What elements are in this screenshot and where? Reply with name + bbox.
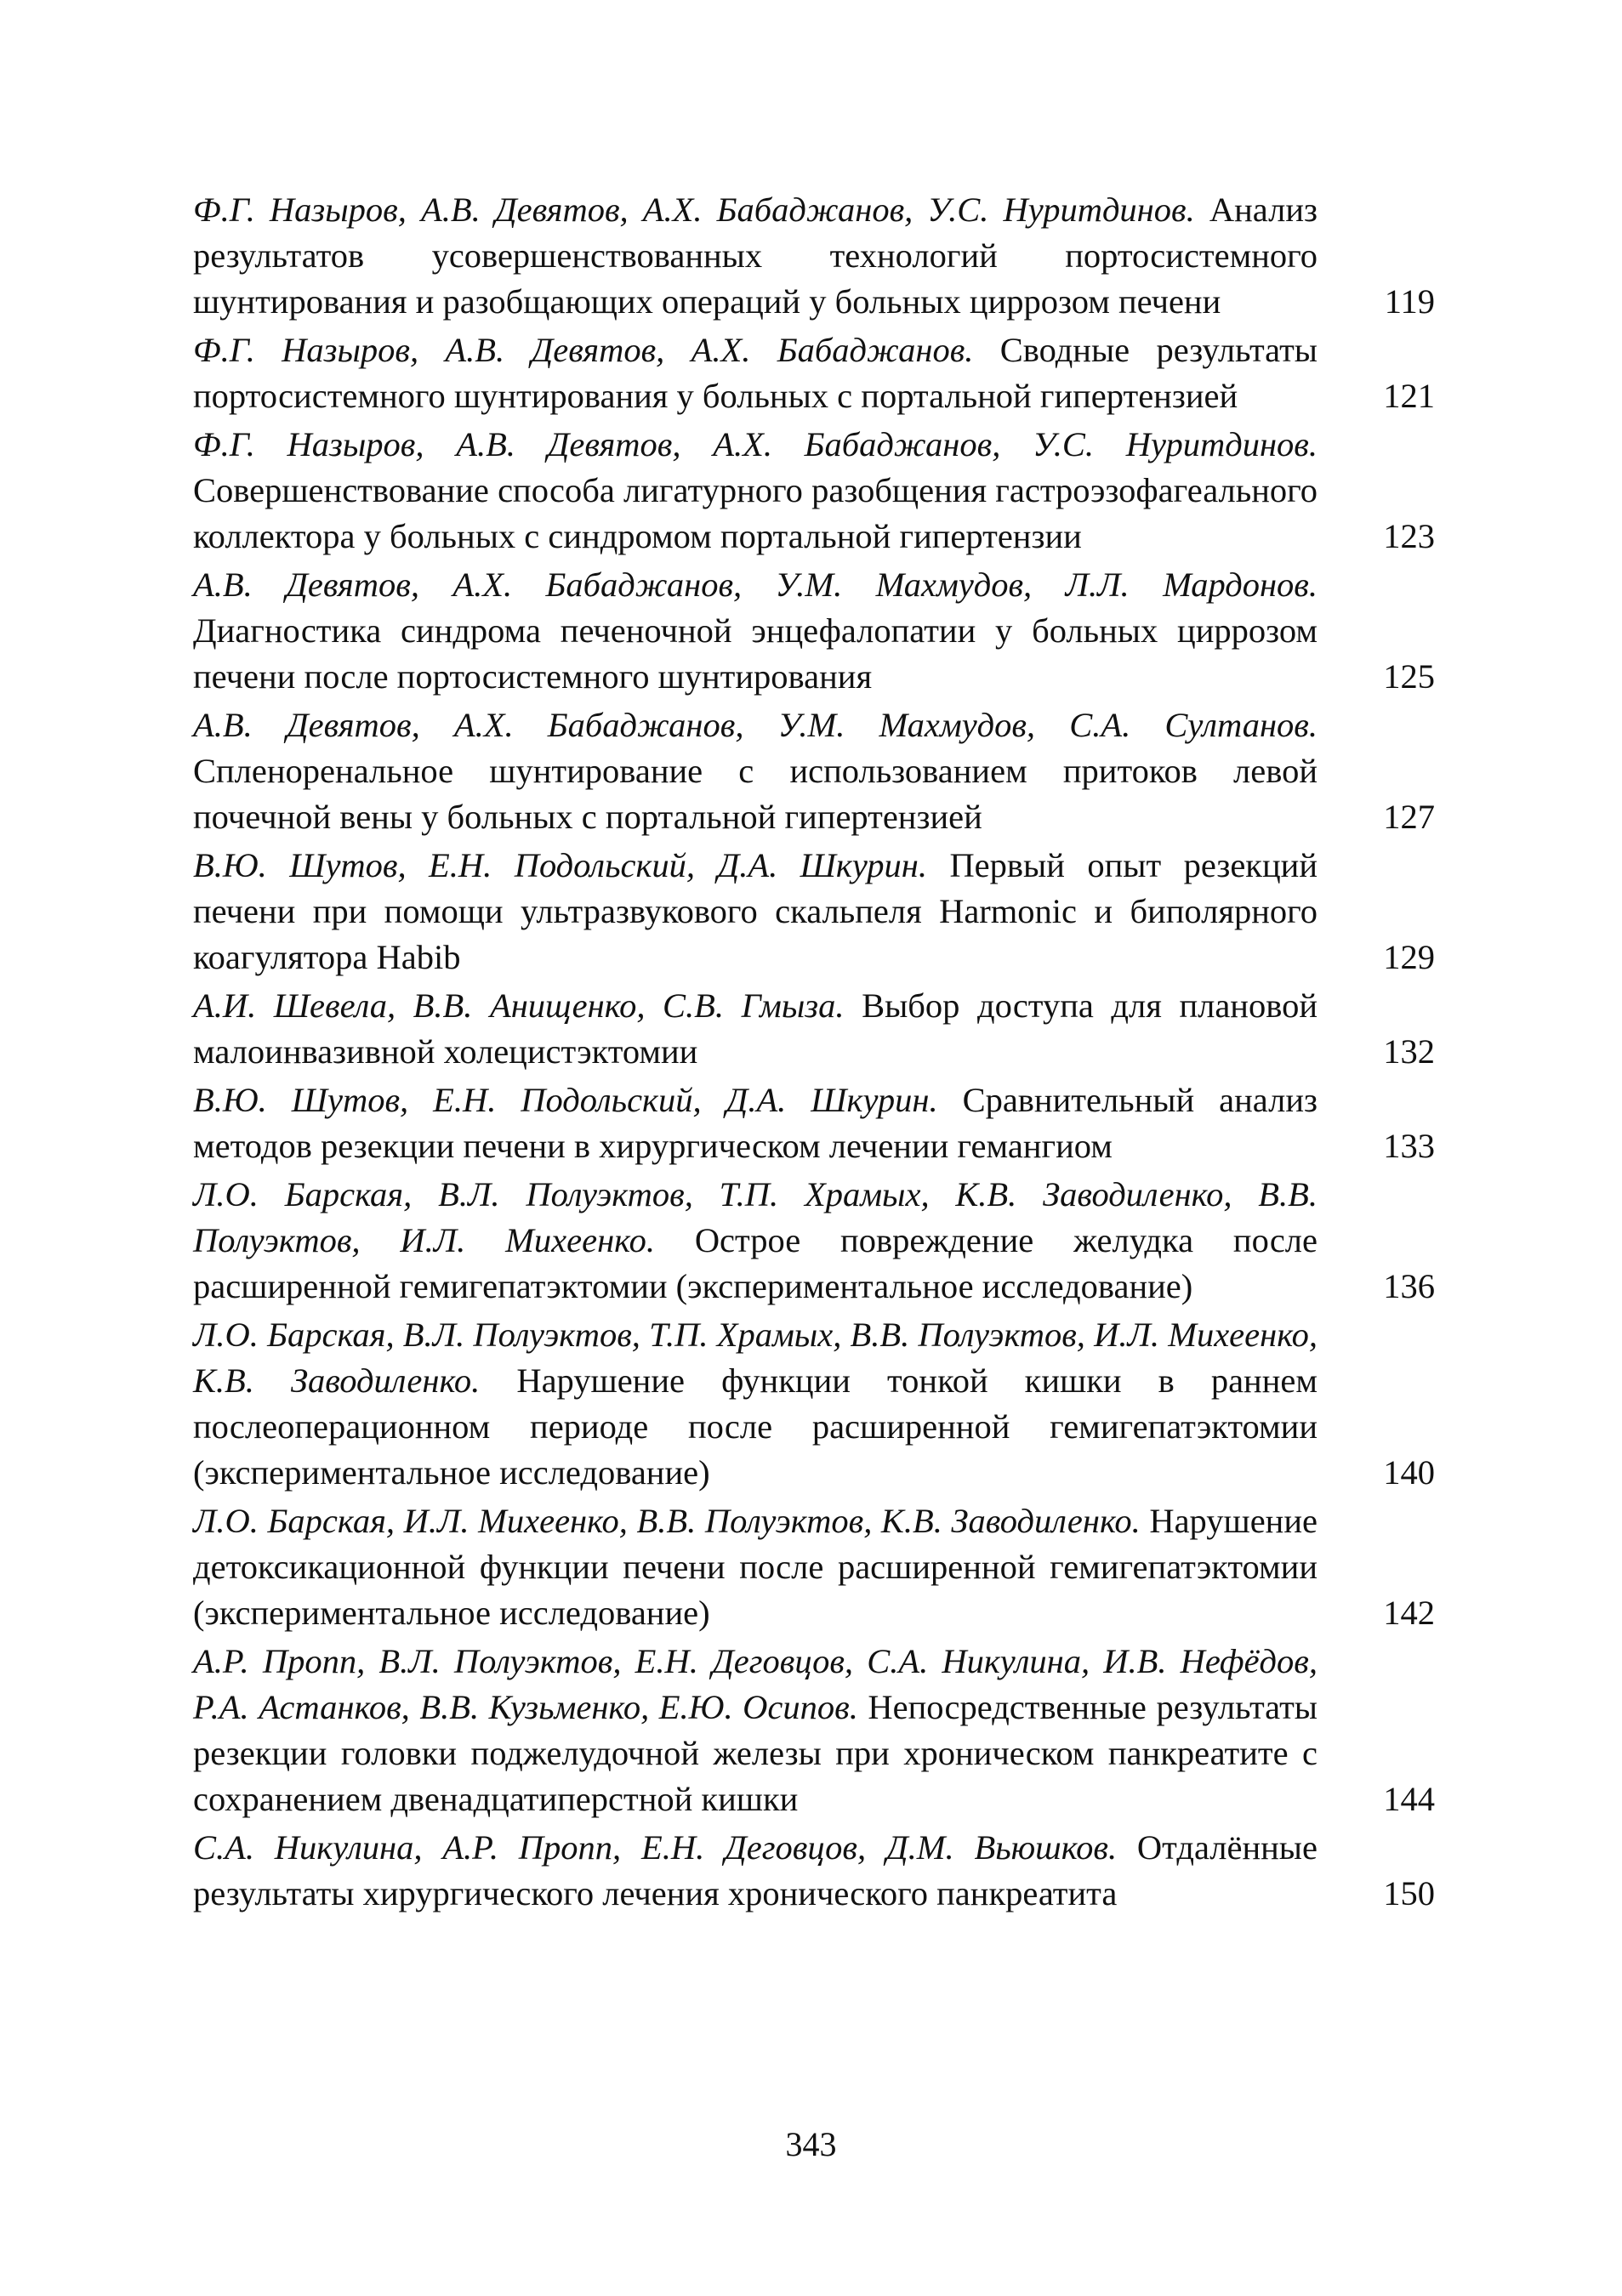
toc-entry <box>193 562 1435 700</box>
toc-entry-page: 129 <box>1383 938 1435 976</box>
toc-entry-authors: Л.О. Барская, В.Л. Полуэктов, Т.П. Храмых, К.В. Заводиленко, В.В. Полуэктов, И.Л. Михеенко. <box>193 1175 1318 1259</box>
toc-entry-text <box>193 1825 1318 1917</box>
toc-entry-text <box>193 327 1318 419</box>
toc-entry <box>193 1312 1435 1496</box>
toc-entry-page: 132 <box>1383 1032 1435 1071</box>
toc-entry-page: 123 <box>1383 517 1435 555</box>
toc-entry-text <box>193 702 1318 840</box>
toc-entry-authors: Ф.Г. Назыров, А.В. Девятов, А.Х. Бабаджанов, У.С. Нуритдинов. <box>193 425 1318 463</box>
toc-entry <box>193 1825 1435 1917</box>
toc-entry-page: 125 <box>1383 657 1435 696</box>
toc-entry <box>193 1639 1435 1822</box>
toc-entry <box>193 702 1435 840</box>
toc-entry-text <box>193 187 1318 325</box>
toc-entry-authors: А.И. Шевела, В.В. Анищенко, С.В. Гмыза. <box>193 986 845 1025</box>
toc-entry-title: Сводные результаты портосистемного шунтирования у больных с портальной гипертензией <box>193 331 1318 415</box>
toc-entry-title: Отдалённые результаты хирургического лечения хронического панкреатита <box>193 1828 1318 1912</box>
toc-entry <box>193 327 1435 419</box>
toc-entry <box>193 843 1435 980</box>
toc-entry-page: 142 <box>1383 1594 1435 1632</box>
toc-entry-text <box>193 1172 1318 1310</box>
toc-entry-page: 144 <box>1383 1780 1435 1818</box>
toc-entry-text <box>193 843 1318 980</box>
toc-entry-authors: Л.О. Барская, И.Л. Михеенко, В.В. Полуэктов, К.В. Заводиленко. <box>193 1502 1141 1540</box>
toc-entry-text <box>193 1077 1318 1169</box>
toc-entry-title: Нарушение функции тонкой кишки в раннем послеоперационном периоде после расширенной гемигепатэктомии (экспериментальное исследование) <box>193 1361 1318 1492</box>
toc-entry-authors: А.В. Девятов, А.Х. Бабаджанов, У.М. Махмудов, Л.Л. Мардонов. <box>193 565 1318 604</box>
toc-entry <box>193 422 1435 560</box>
toc-entry-authors: А.Р. Пропп, В.Л. Полуэктов, Е.Н. Деговцов, С.А. Никулина, И.В. Нефёдов, Р.А. Астанков, В.В. Кузьменко, Е.Ю. Осипов. <box>193 1642 1318 1726</box>
toc-entry-authors: В.Ю. Шутов, Е.Н. Подольский, Д.А. Шкурин. <box>193 1081 938 1119</box>
toc-entry-title: Непосредственные результаты резекции головки поджелудочной железы при хроническом панкреатите с сохранением двенадцатиперстной кишки <box>193 1688 1318 1818</box>
toc-entry-text <box>193 1498 1318 1636</box>
toc-entry-text <box>193 422 1318 560</box>
toc-entry-page: 150 <box>1383 1874 1435 1912</box>
toc-entry <box>193 187 1435 325</box>
toc-entry <box>193 1172 1435 1310</box>
toc-entry-authors: Ф.Г. Назыров, А.В. Девятов, А.Х. Бабаджанов, У.С. Нуритдинов. <box>193 190 1195 229</box>
toc-entry-page: 127 <box>1383 798 1435 836</box>
toc-entry-text <box>193 562 1318 700</box>
toc-entry-text <box>193 983 1318 1075</box>
table-of-contents <box>193 187 1435 1919</box>
toc-entry-page: 140 <box>1383 1453 1435 1492</box>
toc-entry-page: 119 <box>1384 282 1435 321</box>
toc-entry-authors: Ф.Г. Назыров, А.В. Девятов, А.Х. Бабаджанов. <box>193 331 974 369</box>
toc-entry-title: Сравнительный анализ методов резекции печени в хирургическом лечении гемангиом <box>193 1081 1318 1165</box>
toc-entry-title: Острое повреждение желудка после расширенной гемигепатэктомии (экспериментальное исследование) <box>193 1221 1318 1305</box>
toc-entry-title: Первый опыт резекций печени при помощи ультразвукового скальпеля Harmonic и биполярного коагулятора Habib <box>193 846 1318 976</box>
toc-entry-title: Диагностика синдрома печеночной энцефалопатии у больных циррозом печени после портосистемного шунтирования <box>193 611 1318 696</box>
toc-entry-page: 121 <box>1383 377 1435 415</box>
toc-entry <box>193 1498 1435 1636</box>
toc-entry-authors: В.Ю. Шутов, Е.Н. Подольский, Д.А. Шкурин. <box>193 846 927 884</box>
toc-entry-authors: Л.О. Барская, В.Л. Полуэктов, Т.П. Храмых, В.В. Полуэктов, И.Л. Михеенко, К.В. Заводиленко. <box>193 1316 1318 1400</box>
toc-entry-title: Спленоренальное шунтирование с использованием притоков левой почечной вены у больных с портальной гипертензией <box>193 752 1318 836</box>
toc-entry-text <box>193 1312 1318 1496</box>
toc-entry-text <box>193 1639 1318 1822</box>
toc-entry <box>193 1077 1435 1169</box>
toc-entry-title: Выбор доступа для плановой малоинвазивной холецистэктомии <box>193 986 1318 1071</box>
toc-entry-title: Нарушение детоксикационной функции печени после расширенной гемигепатэктомии (экспериментальное исследование) <box>193 1502 1318 1632</box>
toc-entry-authors: А.В. Девятов, А.Х. Бабаджанов, У.М. Махмудов, С.А. Султанов. <box>193 706 1318 744</box>
toc-entry-title: Совершенствование способа лигатурного разобщения гастроэзофагеального коллектора у больных с синдромом портальной гипертензии <box>193 471 1318 555</box>
toc-entry-page: 136 <box>1383 1267 1435 1305</box>
toc-entry-authors: С.А. Никулина, А.Р. Пропп, Е.Н. Деговцов, Д.М. Вьюшков. <box>193 1828 1118 1867</box>
toc-entry-title: Анализ результатов усовершенствованных технологий портосистемного шунтирования и разобщающих операций у больных циррозом печени <box>193 190 1318 321</box>
toc-entry-page: 133 <box>1383 1127 1435 1165</box>
page-number: 343 <box>785 2125 837 2163</box>
toc-entry <box>193 983 1435 1075</box>
